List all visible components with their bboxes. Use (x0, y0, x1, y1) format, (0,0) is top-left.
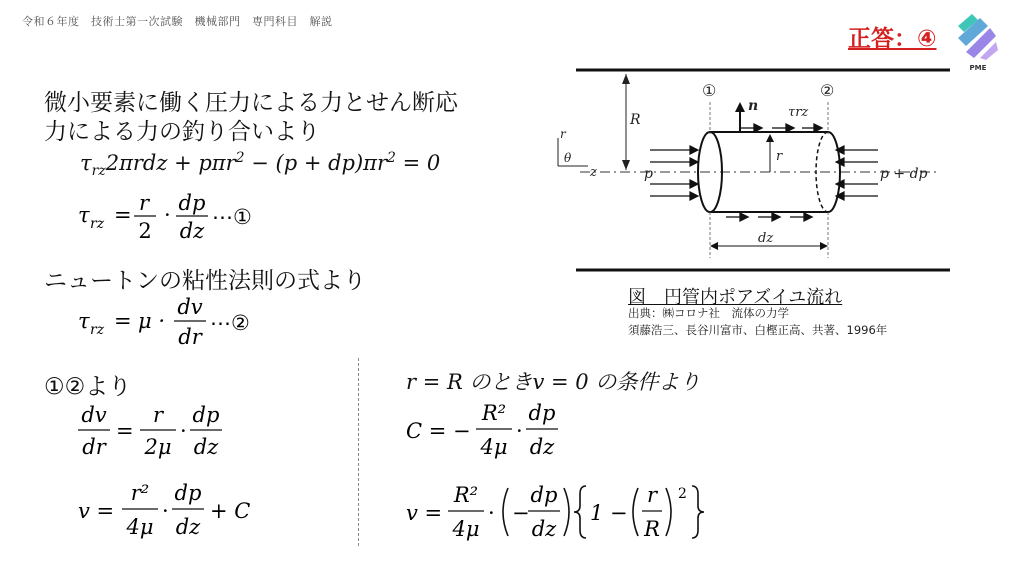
logo-mark-icon (956, 12, 1000, 62)
svg-text:dp: dp (528, 401, 556, 425)
svg-text:dp: dp (174, 481, 202, 505)
svg-text:v =: v = (406, 501, 443, 525)
newton-law-text: ニュートンの粘性法則の式より (44, 268, 366, 294)
figure-caption: 図 円管内ポアズイユ流れ (628, 287, 843, 308)
svg-text:=: = (116, 419, 134, 443)
svg-text:C = −: C = − (406, 419, 471, 443)
figure-source-2: 須藤浩三、長谷川富市、白樫正高、共著、1996年 (628, 323, 888, 337)
eq2-tag: ⋯② (210, 311, 250, 335)
svg-text:4μ: 4μ (126, 515, 154, 539)
svg-text:r: r (560, 127, 566, 141)
svg-text:τrz: τrz (788, 105, 809, 120)
svg-text:dv: dv (81, 403, 107, 427)
svg-text:·: · (516, 419, 523, 443)
equation-balance: $\tau_{rz}2\pi rdz + p\pi r^2 - (p + dp)\pi r^2 = 0$ (80, 150, 441, 180)
svg-text:dp: dp (530, 483, 558, 507)
answer-label: 正答：④ (848, 26, 937, 52)
svg-text:·: · (162, 499, 169, 523)
svg-text:r: r (646, 483, 658, 507)
svg-text:①: ① (702, 81, 717, 100)
logo (956, 12, 1000, 72)
svg-text:dz: dz (529, 435, 555, 459)
svg-text:p: p (644, 166, 653, 182)
svg-text:·: · (180, 419, 187, 443)
intro-line-2: 力による力の釣り合いより (44, 119, 320, 145)
eq1-den2: dz (179, 219, 205, 243)
svg-text:rz: rz (90, 322, 105, 338)
eq2-den: dr (178, 325, 202, 349)
equation-6 (400, 478, 720, 550)
equation-5 (400, 396, 600, 462)
svg-text:=: = (114, 203, 132, 227)
pipe-flow-figure (540, 62, 960, 280)
svg-text:dz: dz (758, 231, 774, 246)
svg-text:dz: dz (193, 435, 219, 459)
label-R: R (630, 112, 641, 128)
equation-3 (72, 398, 302, 462)
from-1-2-text: ①②より (44, 374, 132, 400)
equation-1 (72, 188, 302, 244)
svg-text:R²: R² (453, 483, 479, 507)
svg-text:·: · (488, 501, 495, 525)
svg-text:+ C: + C (210, 499, 251, 523)
eq1-den: 2 (138, 219, 152, 243)
column-divider (358, 358, 359, 546)
svg-text:θ: θ (564, 151, 572, 165)
svg-text:4μ: 4μ (480, 435, 508, 459)
svg-text:n: n (748, 98, 759, 114)
figure-source-1: 出典：㈱コロナ社 流体の力学 (628, 306, 789, 320)
eq1-tag: ⋯① (212, 205, 252, 229)
svg-text:dr: dr (82, 435, 106, 459)
svg-text:r: r (152, 403, 164, 427)
svg-text:dz: dz (531, 517, 557, 541)
eq1-sub: rz (90, 216, 105, 232)
logo-text: PME (969, 64, 987, 72)
svg-text:μ ·: μ · (138, 309, 165, 333)
svg-text:r: r (776, 149, 783, 164)
eq1-num: r (138, 191, 150, 215)
svg-text:dp: dp (192, 403, 220, 427)
breadcrumb: 令和６年度 技術士第一次試験 機械部門 専門科目 解説 (22, 15, 333, 28)
svg-text:4μ: 4μ (452, 517, 480, 541)
eq2-num: dv (177, 295, 203, 319)
svg-text:②: ② (820, 81, 835, 100)
eq1-dot: · (164, 203, 171, 227)
svg-text:τ: τ (78, 203, 90, 227)
equation-2 (72, 290, 302, 350)
svg-text:z: z (590, 165, 597, 180)
svg-text:τ: τ (78, 309, 90, 333)
svg-text:r²: r² (130, 481, 150, 505)
svg-text:=: = (114, 309, 132, 333)
svg-text:R²: R² (481, 401, 507, 425)
svg-text:v =: v = (78, 499, 115, 523)
svg-text:dz: dz (175, 515, 201, 539)
intro-line-1: 微小要素に働く圧力による力とせん断応 (44, 90, 458, 116)
svg-text:1 −: 1 − (590, 501, 628, 525)
svg-text:p + dp: p + dp (880, 166, 928, 182)
svg-text:2μ: 2μ (144, 435, 172, 459)
svg-text:−: − (512, 501, 530, 525)
svg-text:2: 2 (678, 486, 687, 502)
svg-text:R: R (644, 517, 660, 541)
condition-text: r = R のときv = 0 の条件より (406, 370, 701, 394)
equation-4 (72, 476, 302, 542)
eq1-num2: dp (178, 191, 206, 215)
